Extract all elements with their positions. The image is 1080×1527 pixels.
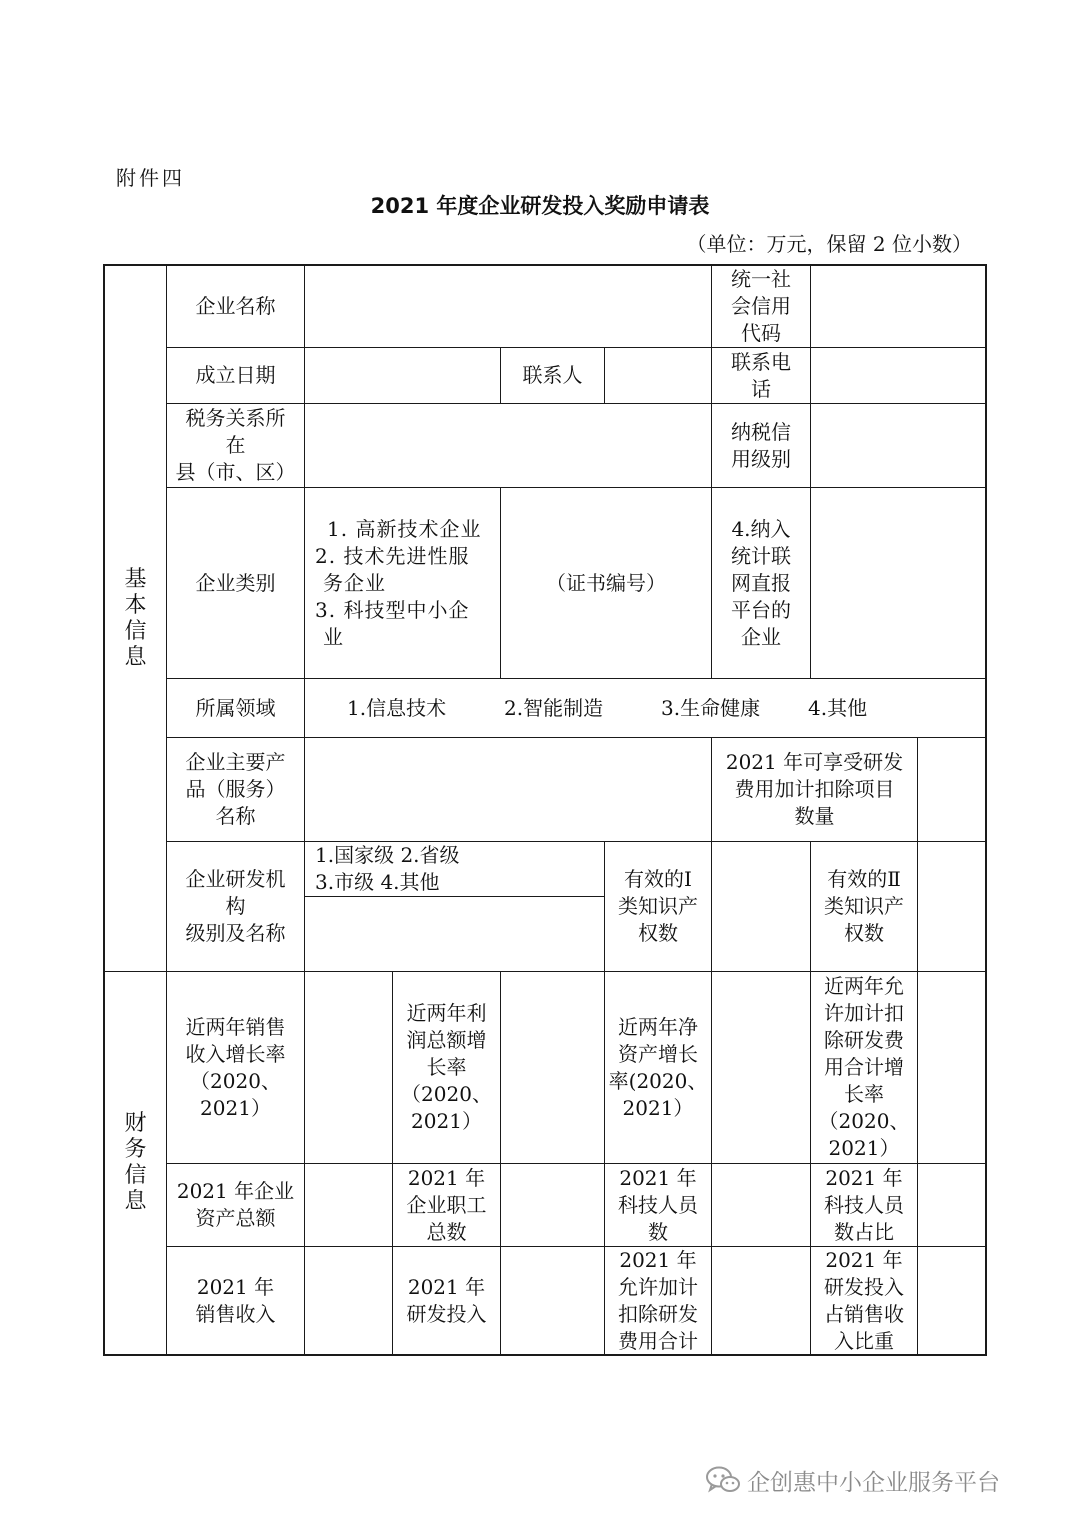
sales-revenue-field[interactable] (305, 1247, 392, 1354)
unit-note: （单位：万元，保留 2 位小数） (686, 232, 972, 256)
found-date-field[interactable] (305, 348, 500, 403)
rd-input-field[interactable] (501, 1247, 604, 1354)
section-finance-info: 财务信息 (124, 1111, 147, 1214)
main-products-field[interactable] (305, 738, 711, 841)
asset-growth-label: 近两年净 资产增长 率(2020、 2021） (608, 1014, 708, 1120)
deduct-projects-field[interactable] (918, 738, 985, 841)
employees-field[interactable] (501, 1164, 604, 1246)
company-type-label: 企业类别 (195, 570, 276, 595)
field-option-health[interactable]: 3.生命健康 (661, 695, 761, 720)
deduct-growth-label: 近两年允 许加计扣 除研发费 用合计增 长率 （2020、 2021） (818, 974, 910, 1160)
tech-ratio-field[interactable] (918, 1164, 985, 1246)
deduct-total-label: 2021 年 允许加计 扣除研发 费用合计 (618, 1247, 698, 1353)
rd-ratio-field[interactable] (918, 1247, 985, 1354)
company-name-label: 企业名称 (195, 294, 276, 318)
profit-growth-label: 近两年利 润总额增 长率 （2020、 2021） (401, 1001, 492, 1133)
type-option-4-field[interactable] (811, 488, 985, 678)
credit-code-label: 统一社 会信用 代码 (731, 267, 791, 345)
credit-code-field[interactable] (811, 266, 985, 347)
deduct-projects-label: 2021 年可享受研发 费用加计扣除项目 数量 (725, 750, 904, 828)
tax-credit-label: 纳税信 用级别 (731, 419, 791, 471)
certificate-number[interactable]: （证书编号） (546, 570, 666, 595)
field-option-it[interactable]: 1.信息技术 (347, 695, 447, 720)
rd-org-levels[interactable]: 1.国家级 2.省级 3.市级 4.其他 (315, 843, 460, 894)
tech-staff-field[interactable] (712, 1164, 810, 1246)
field-option-other[interactable]: 4.其他 (808, 695, 868, 720)
sales-growth-label: 近两年销售 收入增长率 （2020、 2021） (185, 1014, 286, 1120)
asset-growth-field[interactable] (712, 972, 810, 1163)
total-assets-field[interactable] (305, 1164, 392, 1246)
contact-field[interactable] (605, 348, 711, 403)
total-assets-label: 2021 年企业 资产总额 (176, 1179, 295, 1230)
tech-ratio-label: 2021 年 科技人员 数占比 (824, 1165, 904, 1244)
profit-growth-field[interactable] (501, 972, 604, 1163)
contact-label: 联系人 (522, 363, 583, 387)
page-title: 2021 年度企业研发投入奖励申请表 (370, 194, 710, 218)
wechat-icon (705, 1465, 741, 1495)
watermark: 企创惠中小企业服务平台 (705, 1460, 1055, 1500)
employees-label: 2021 年 企业职工 总数 (406, 1165, 487, 1244)
rd-input-label: 2021 年 研发投入 (406, 1274, 487, 1326)
company-name-field[interactable] (305, 266, 711, 347)
field-option-manufacturing[interactable]: 2.智能制造 (504, 695, 604, 720)
section-basic-info: 基本信息 (124, 566, 147, 670)
company-type-options[interactable]: 1. 高新技术企业 2. 技术先进性服 务企业 3. 科技型中小企 业 (315, 516, 482, 649)
sales-revenue-label: 2021 年 销售收入 (195, 1274, 276, 1326)
rd-org-name-field[interactable] (305, 897, 604, 971)
rd-ratio-label: 2021 年 研发投入 占销售收 入比重 (824, 1247, 904, 1353)
ip-class2-label: 有效的Ⅱ 类知识产 权数 (824, 867, 904, 945)
sales-growth-field[interactable] (305, 972, 392, 1163)
field-options[interactable] (305, 679, 985, 737)
deduct-total-field[interactable] (712, 1247, 810, 1354)
main-products-label: 企业主要产 品（服务） 名称 (185, 750, 286, 828)
type-option-4-label: 4.纳入 统计联 网直报 平台的 企业 (731, 516, 791, 649)
ip-class1-field[interactable] (712, 842, 810, 971)
phone-label: 联系电 话 (731, 349, 791, 401)
field-label: 所属领域 (195, 695, 276, 720)
tech-staff-label: 2021 年 科技人员 数 (618, 1165, 698, 1244)
deduct-growth-field[interactable] (918, 972, 985, 1163)
phone-field[interactable] (811, 348, 985, 403)
found-date-label: 成立日期 (195, 363, 276, 387)
tax-credit-field[interactable] (811, 404, 985, 487)
tax-county-label: 税务关系所 在 县（市、区） (175, 406, 296, 484)
ip-class2-field[interactable] (918, 842, 985, 971)
attachment-label: 附件四 (116, 166, 185, 190)
ip-class1-label: 有效的Ⅰ 类知识产 权数 (618, 867, 698, 945)
tax-county-field[interactable] (305, 404, 711, 487)
rd-org-label: 企业研发机 构 级别及名称 (185, 867, 286, 945)
